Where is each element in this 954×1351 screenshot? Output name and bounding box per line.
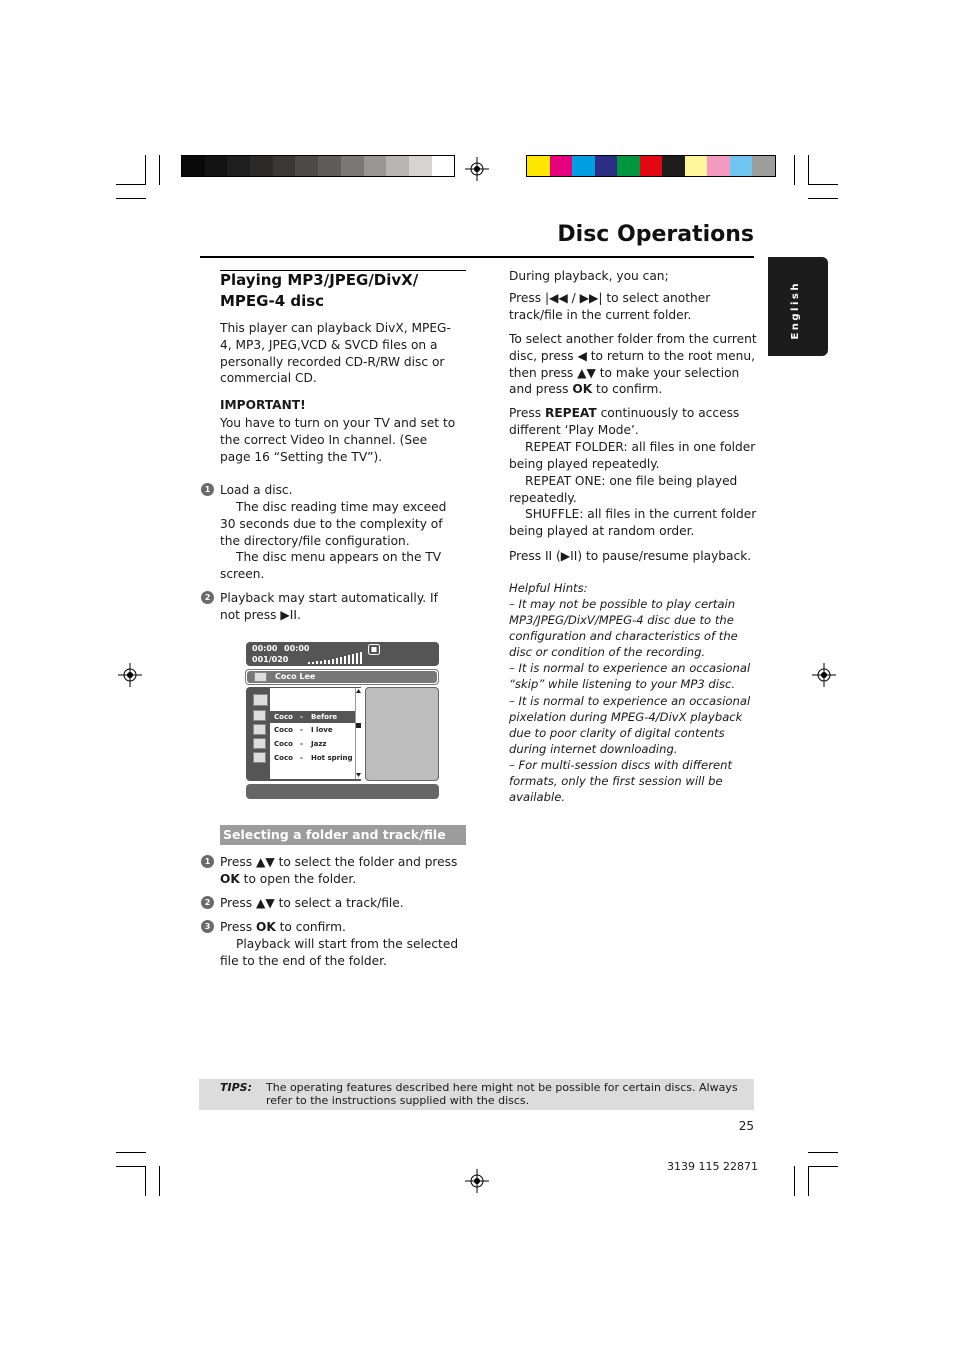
- screen-row-artist: Coco: [274, 740, 293, 748]
- step1-note2: The disc menu appears on the TV screen.: [220, 550, 442, 581]
- screen-preview-panel: [365, 687, 439, 781]
- color-swatch: [617, 156, 640, 176]
- screen-row-artist: Coco: [274, 713, 293, 721]
- right-p3-text-end: to confirm.: [592, 382, 663, 397]
- color-swatch: [432, 156, 455, 176]
- ok-key-label: OK: [255, 920, 276, 934]
- section-title: Playing MP3/JPEG/DivX/ MPEG-4 disc: [220, 271, 419, 310]
- screen-scrollbar: [355, 688, 361, 779]
- tips-box: [199, 1079, 754, 1110]
- step1-note1: The disc reading time may exceed 30 seconds due to the complexity of the directory/file configuration.: [220, 500, 447, 548]
- step-number-2: 2: [201, 591, 214, 604]
- color-swatch: [318, 156, 341, 176]
- color-swatch: [364, 156, 387, 176]
- important-label: IMPORTANT!: [220, 398, 306, 412]
- crop-mark: [145, 155, 146, 185]
- step-number-3: 3: [201, 920, 214, 933]
- hint-3: – It is normal to experience an occasional pixelation during MPEG-4/DivX playback due to poor clarity of digital contents during internet downloading.: [509, 694, 751, 756]
- crop-mark: [808, 198, 838, 199]
- crop-mark: [808, 1166, 838, 1167]
- registration-target-icon: [118, 663, 142, 687]
- hint-2: – It is normal to experience an occasional “skip” while listening to your MP3 disc.: [509, 661, 751, 691]
- crop-mark: [159, 155, 160, 185]
- hints-title: Helpful Hints:: [509, 581, 588, 595]
- right-p4: [509, 405, 757, 439]
- screen-row-title: Hot spring: [311, 754, 353, 762]
- color-swatch: [205, 156, 228, 176]
- screen-scroll-thumb: [356, 723, 361, 728]
- step-number-2: 2: [201, 896, 214, 909]
- right-p2: Press |◀◀ / ▶▶| to select another track/file in the current folder.: [509, 291, 711, 322]
- screen-folder-bar: [245, 669, 439, 685]
- repeat-one-text: REPEAT ONE: one file being played repeatedly.: [509, 474, 738, 505]
- screen-time-elapsed: 00:00: [252, 644, 278, 653]
- screen-row-sep: -: [300, 740, 303, 748]
- screen-row-artist: Coco: [274, 726, 293, 734]
- repeat-key-label: REPEAT: [544, 406, 597, 420]
- select-step3-text: Press: [220, 920, 256, 934]
- language-tab-label: English: [790, 281, 801, 340]
- right-p5: Press II (▶II) to pause/resume playback.: [509, 549, 752, 563]
- volume-meter-icon: [308, 652, 366, 664]
- color-swatch: [707, 156, 730, 176]
- screen-row-sep: -: [300, 726, 303, 734]
- color-swatch: [527, 156, 550, 176]
- crop-mark: [116, 184, 146, 185]
- select-step2: Press ▲▼ to select a track/file.: [220, 896, 404, 910]
- color-swatch: [250, 156, 273, 176]
- right-p1: During playback, you can;: [509, 269, 669, 283]
- screen-folder-name: Coco Lee: [275, 672, 316, 681]
- hint-4: – For multi-session discs with different formats, only the first session will be available.: [509, 758, 732, 804]
- color-swatch: [550, 156, 573, 176]
- select-step1: [220, 854, 465, 888]
- right-p3: [509, 331, 757, 398]
- color-swatch: [409, 156, 432, 176]
- color-swatch: [595, 156, 618, 176]
- step2-text: Playback may start automatically. If not press ▶II.: [220, 591, 438, 622]
- file-icon: [253, 710, 266, 721]
- screen-status-bar: [246, 642, 439, 666]
- select-step1-text: Press ▲▼ to select the folder and press: [220, 855, 458, 869]
- screen-time-total: 00:00: [284, 644, 310, 653]
- crop-mark: [794, 155, 795, 185]
- title-divider: [200, 256, 754, 258]
- crop-mark: [116, 198, 146, 199]
- step-number-1: 1: [201, 855, 214, 868]
- file-icon: [253, 752, 266, 763]
- language-tab: [768, 257, 828, 356]
- screen-row-sep: -: [300, 713, 303, 721]
- screen-file-list: [246, 687, 361, 781]
- screen-row-title: I love: [311, 726, 333, 734]
- screen-row-artist: Coco: [274, 754, 293, 762]
- scroll-down-icon: [356, 773, 361, 777]
- color-swatch: [662, 156, 685, 176]
- color-swatch: [730, 156, 753, 176]
- greyscale-bar: [181, 155, 455, 177]
- folder-icon: [254, 672, 267, 682]
- crop-mark: [808, 155, 809, 185]
- file-icon: [253, 724, 266, 735]
- intro-paragraph: This player can playback DivX, MPEG-4, MP3, JPEG,VCD & SVCD files on a personally recorded CD-R/RW disc or commercial CD.: [220, 321, 451, 386]
- color-swatch: [640, 156, 663, 176]
- screen-bottom-bar: [246, 784, 439, 799]
- ok-key-label: OK: [220, 871, 240, 886]
- registration-target-icon: [812, 663, 836, 687]
- color-swatch: [227, 156, 250, 176]
- hint-1: – It may not be possible to play certain MP3/JPEG/DixV/MPEG-4 disc due to the configuration and characteristics of the disc or condition of the recording.: [509, 597, 738, 659]
- screen-row-title: Jazz: [311, 740, 327, 748]
- important-text: You have to turn on your TV and set to the correct Video In channel. (See page 16 “Setting the TV”).: [220, 416, 456, 464]
- page-number: 25: [738, 1119, 754, 1133]
- registration-target-icon: [465, 157, 489, 181]
- right-p4-text-end: continuously to access different ‘Play Mode’.: [509, 406, 740, 437]
- scroll-up-icon: [356, 689, 361, 693]
- ok-key-label: OK: [572, 382, 593, 397]
- step-number-1: 1: [201, 483, 214, 496]
- shuffle-text: SHUFFLE: all files in the current folder being played at random order.: [509, 507, 757, 538]
- screen-row-sep: -: [300, 754, 303, 762]
- color-swatch: [572, 156, 595, 176]
- crop-mark: [116, 1152, 146, 1153]
- color-swatch: [752, 156, 775, 176]
- select-step1-text-end: to open the folder.: [239, 871, 357, 886]
- tips-label: TIPS:: [220, 1081, 252, 1094]
- stop-icon: [368, 644, 380, 655]
- color-bar: [526, 155, 776, 177]
- sub-heading: Selecting a folder and track/file: [220, 825, 466, 845]
- screen-track-counter: 001/020: [252, 655, 289, 664]
- crop-mark: [116, 1166, 146, 1167]
- crop-mark: [145, 1166, 146, 1196]
- crop-mark: [808, 1152, 838, 1153]
- document-code: 3139 115 22871: [667, 1160, 758, 1173]
- repeat-folder-text: REPEAT FOLDER: all files in one folder being played repeatedly.: [509, 440, 756, 471]
- registration-target-icon: [465, 1169, 489, 1193]
- step1-text: Load a disc.: [220, 483, 293, 497]
- color-swatch: [341, 156, 364, 176]
- tips-text: The operating features described here might not be possible for certain discs. Always refer to the instructions supplied with the discs.: [266, 1081, 738, 1107]
- select-step3: [220, 919, 465, 936]
- select-step3-text-end: to confirm.: [275, 920, 346, 934]
- color-swatch: [386, 156, 409, 176]
- right-p3-text: To select another folder from the current disc, press ◀ to return to the root menu, then press ▲▼ to make your selection and press: [509, 332, 757, 397]
- folder-up-icon: [253, 694, 268, 706]
- right-p4-text: Press: [509, 406, 545, 420]
- crop-mark: [794, 1166, 795, 1196]
- select-step3-note: Playback will start from the selected file to the end of the folder.: [220, 937, 459, 968]
- color-swatch: [273, 156, 296, 176]
- color-swatch: [182, 156, 205, 176]
- color-swatch: [685, 156, 708, 176]
- color-swatch: [295, 156, 318, 176]
- crop-mark: [808, 1166, 809, 1196]
- crop-mark: [159, 1166, 160, 1196]
- screen-row-title: Before: [311, 713, 338, 721]
- crop-mark: [808, 184, 838, 185]
- file-icon: [253, 738, 266, 749]
- page-title: Disc Operations: [557, 222, 754, 247]
